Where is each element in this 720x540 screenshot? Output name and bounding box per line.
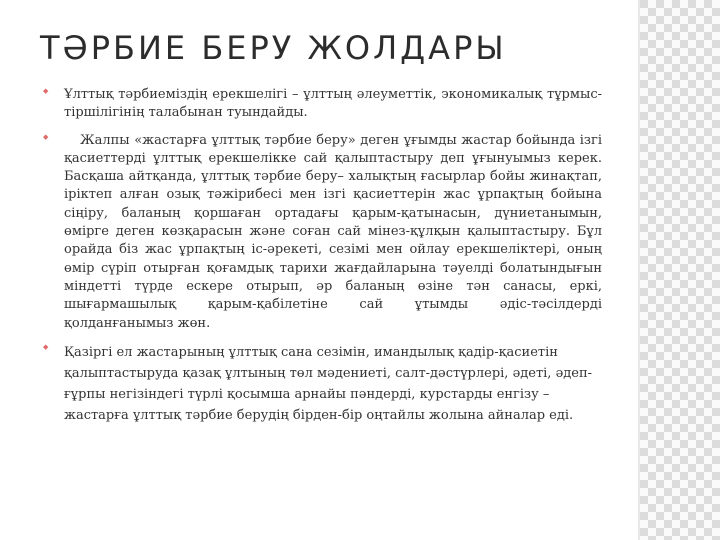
- bullet-text: Жалпы «жастарға ұлттық тәрбие беру» деген ұғымды жастар бойында ізгі қасиеттерді ұлттық ерекшелікке сай қалыптастыру деп ұғынуымыз керек. Басқаша айтқанда, ұлттық тәрбие беру– халықтың ғасырлар бойы жинақтап, іріктеп алған озық тәжірибесі мен ізгі қасиеттерін жас ұрпақтың бойына сіңіру, баланың қоршаған ортадағы қарым-қатынасын, дүниетанымын, өмірге деген көзқарасын және соған сай мінез-құлқын қалыптастыру. Бұл орайда біз жас ұрпақтың іс-әрекеті, сезімі мен ойлау ерекшеліктері, оның өмір сүріп отырған қоғамдық тарихи жағдайларына тәуелді болатындығын міндетті түрде ескере отырып, әр баланың өзіне тән санасы, еркі, шығармашылық қарым-қабілетіне сай ұтымды әдіс-тәсілдерді қолданғанымыз жөн.: [64, 132, 602, 331]
- bullet-item: [40, 342, 602, 426]
- bullet-icon: ◆: [43, 342, 49, 351]
- bullet-text: Қазіргі ел жастарының ұлттық сана сезімін, имандылық қадір-қасиетін қалыптастыруда қазақ ұлтының төл мәдениеті, салт-дәстүрлері, әдеті, әдеп-ғұрпы негізіндегі түрлі қосымша арнайы пәндерді, курстарды енгізу – жастарға ұлттық тәрбие берудің бірден-бір оңтайлы жолына айналар еді.: [64, 344, 593, 423]
- bullet-list: [40, 86, 602, 426]
- bullet-text: Ұлттық тәрбиеміздің ерекшелігі – ұлттың әлеуметтік, экономикалық тұрмыс-тіршілігінің талабынан туындайды.: [64, 87, 602, 121]
- bullet-icon: ◆: [43, 132, 49, 141]
- decorative-side-pattern: [640, 0, 720, 540]
- bullet-item: [40, 86, 602, 123]
- bullet-item: [40, 132, 602, 333]
- bullet-icon: ◆: [43, 87, 49, 95]
- slide-title: ТӘРБИЕ БЕРУ ЖОЛДАРЫ: [40, 29, 507, 67]
